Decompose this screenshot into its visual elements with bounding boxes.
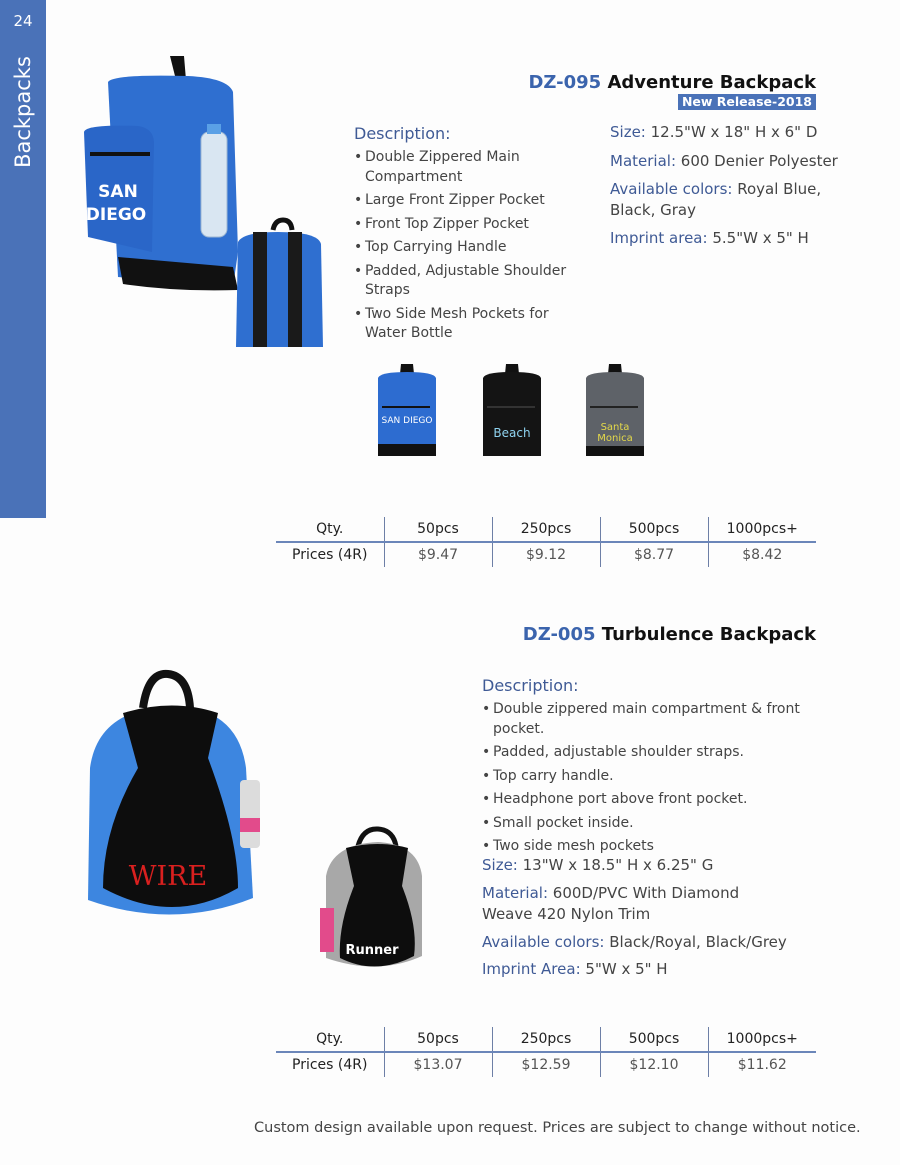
imprint-san: SAN — [98, 182, 138, 202]
spec-value: 5"W x 5" H — [585, 960, 668, 978]
price-label: Prices (4R) — [292, 1057, 368, 1073]
price-row — [276, 1052, 816, 1077]
spec-colors — [482, 932, 802, 953]
spec-label: Material: — [482, 884, 548, 902]
feature-item: • Small pocket inside. — [482, 814, 842, 834]
variant-imprint: Santa Monica — [597, 422, 633, 444]
price-table — [276, 517, 816, 567]
price-row — [276, 542, 816, 567]
price-value: $12.59 — [492, 1052, 600, 1077]
section-title: Backpacks — [11, 56, 35, 168]
spec-size — [482, 855, 782, 876]
spec-material — [482, 883, 742, 925]
back-handle-shape — [273, 220, 292, 230]
qty-row — [276, 517, 816, 542]
spec-value: Royal Blue, Black, Gray — [610, 180, 822, 219]
description-label: Description: — [354, 124, 451, 143]
handle-shape — [143, 674, 190, 708]
feature-list — [354, 148, 594, 348]
feature-item: • Padded, Adjustable Shoulder Straps — [354, 262, 594, 301]
price-value: $9.47 — [384, 542, 492, 567]
bottle-cap-shape — [207, 124, 221, 134]
qty-tier: 250pcs — [492, 517, 600, 542]
backpack-black-icon — [481, 362, 543, 458]
water-bottle-shape — [201, 132, 227, 237]
spec-value: 5.5"W x 5" H — [712, 229, 809, 247]
feature-item: • Top carry handle. — [482, 767, 842, 787]
spec-label: Material: — [610, 152, 676, 170]
runner-imprint: Runner — [345, 943, 399, 958]
section-sidebar — [0, 0, 46, 518]
spec-label: Available colors: — [610, 180, 733, 198]
price-value: $13.07 — [384, 1052, 492, 1077]
variant-gray — [584, 362, 646, 458]
product-title — [523, 624, 816, 645]
price-value: $11.62 — [708, 1052, 816, 1077]
variant-royal-blue — [376, 362, 438, 458]
qty-row — [276, 1027, 816, 1052]
imprint-diego: DIEGO — [85, 205, 147, 225]
back-bag-shape — [236, 232, 323, 347]
feature-item: • Headphone port above front pocket. — [482, 790, 842, 810]
spec-label: Imprint Area: — [482, 960, 581, 978]
bottle-shape — [240, 780, 260, 848]
spec-size — [610, 122, 860, 143]
imprint-wire: WIRE — [128, 861, 208, 892]
bottle-label-shape — [240, 818, 260, 832]
qty-tier: 50pcs — [384, 1027, 492, 1052]
price-value: $12.10 — [600, 1052, 708, 1077]
product-name: Turbulence Backpack — [601, 624, 816, 645]
feature-item: • Double Zippered Main Compartment — [354, 148, 594, 187]
spec-imprint — [610, 228, 860, 249]
feature-item: • Front Top Zipper Pocket — [354, 215, 594, 235]
spec-value: 600 Denier Polyester — [680, 152, 838, 170]
qty-tier: 1000pcs+ — [708, 1027, 816, 1052]
product-code: DZ-095 — [528, 72, 602, 93]
strap-right-shape — [288, 232, 302, 347]
feature-list — [482, 700, 842, 861]
qty-tier: 50pcs — [384, 517, 492, 542]
spec-value: 13"W x 18.5" H x 6.25" G — [522, 856, 714, 874]
page-number: 24 — [13, 12, 33, 30]
qty-label: Qty. — [276, 517, 384, 542]
spec-material — [610, 151, 860, 172]
spec-label: Available colors: — [482, 933, 605, 951]
product-name: Adventure Backpack — [607, 72, 816, 93]
qty-tier: 1000pcs+ — [708, 517, 816, 542]
spec-label: Size: — [482, 856, 518, 874]
bottle-shape — [320, 908, 334, 952]
spec-colors — [610, 179, 855, 221]
description-label: Description: — [482, 676, 579, 695]
spec-value: 600D/PVC With Diamond Weave 420 Nylon Trim — [482, 884, 740, 923]
price-label: Prices (4R) — [292, 547, 368, 563]
qty-tier: 250pcs — [492, 1027, 600, 1052]
qty-label: Qty. — [276, 1027, 384, 1052]
price-value: $9.12 — [492, 542, 600, 567]
spec-value: 12.5"W x 18" H x 6" D — [650, 123, 818, 141]
product-code: DZ-005 — [522, 624, 596, 645]
price-table — [276, 1027, 816, 1077]
footer-note: Custom design available upon request. Prices are subject to change without notice. — [254, 1120, 861, 1136]
feature-item: • Two side mesh pockets — [482, 837, 842, 857]
spec-label: Size: — [610, 123, 646, 141]
variant-imprint: SAN DIEGO — [381, 416, 433, 426]
qty-tier: 500pcs — [600, 1027, 708, 1052]
feature-item: • Padded, adjustable shoulder straps. — [482, 743, 842, 763]
feature-item: • Large Front Zipper Pocket — [354, 191, 594, 211]
feature-item: • Top Carrying Handle — [354, 238, 594, 258]
spec-label: Imprint area: — [610, 229, 708, 247]
backpack-blue-icon — [376, 362, 438, 458]
feature-item: • Two Side Mesh Pockets for Water Bottle — [354, 305, 594, 344]
variant-imprint: Beach — [493, 426, 531, 440]
variant-black — [481, 362, 543, 458]
product-image-adventure-backpack — [78, 52, 328, 357]
zipper-shape — [90, 152, 150, 156]
product-image-turbulence-backpack — [78, 668, 268, 926]
spec-value: Black/Royal, Black/Grey — [609, 933, 787, 951]
price-value: $8.42 — [708, 542, 816, 567]
product-title — [528, 72, 816, 93]
price-value: $8.77 — [600, 542, 708, 567]
spec-imprint — [482, 959, 782, 980]
qty-tier: 500pcs — [600, 517, 708, 542]
strap-left-shape — [253, 232, 267, 347]
new-release-badge: New Release-2018 — [678, 94, 816, 110]
feature-item: • Double zippered main compartment & front pocket. — [482, 700, 842, 739]
